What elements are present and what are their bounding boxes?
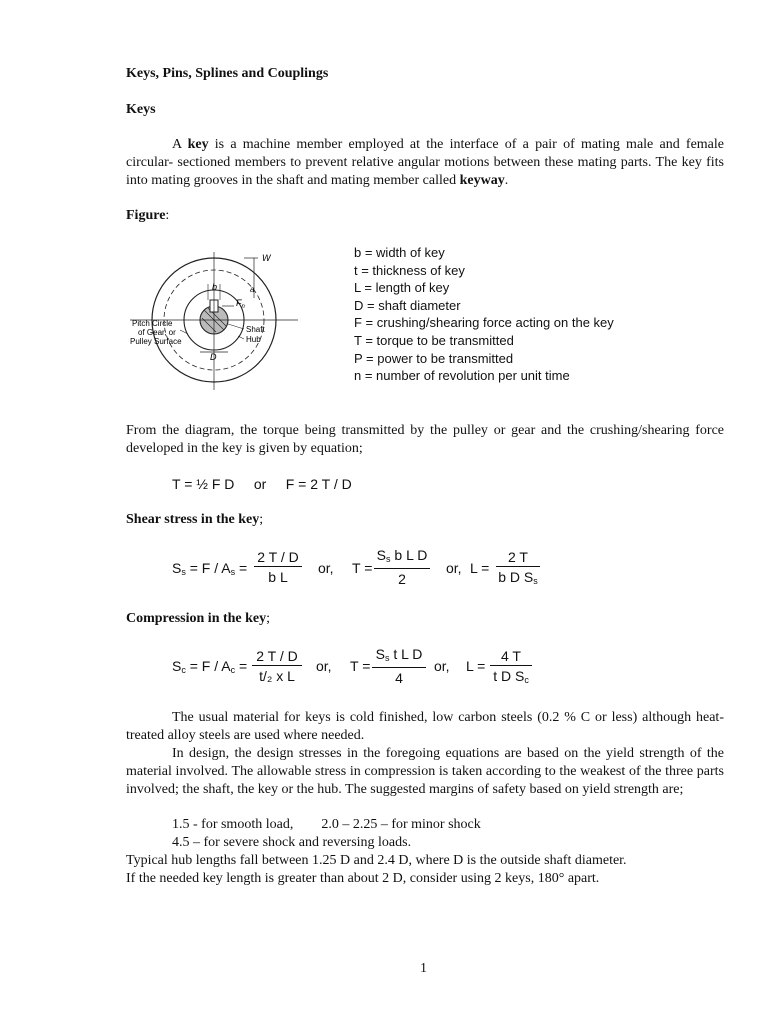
- comp-fraction-2: [372, 645, 426, 688]
- safety-margin-1: 1.5 - for smooth load, 2.0 – 2.25 – for minor shock: [172, 817, 481, 832]
- intro-paragraph: [126, 136, 724, 190]
- intro-keyway-term: keyway: [459, 173, 505, 188]
- intro-text-2: is a machine member employed at the interface of a pair of mating male and female circular- sectioned members to prevent relative angular motions between these mating parts. The key fits into mating grooves in the shaft and mating member called: [126, 137, 724, 188]
- fraction-denominator: b L: [268, 569, 288, 585]
- label-b: b: [212, 282, 218, 292]
- hub-length-line: Typical hub lengths fall between 1.25 D and 2.4 D, where D is the outside shaft diameter.: [126, 853, 627, 868]
- shear-heading-text: Shear stress in the key: [126, 512, 260, 527]
- legend-item: T = torque to be transmitted: [354, 332, 514, 348]
- key-count-line: If the needed key length is greater than about 2 D, consider using 2 keys, 180° apart.: [126, 871, 600, 886]
- shear-or-1: or,: [318, 560, 334, 576]
- intro-key-term: key: [187, 137, 209, 152]
- legend-item: n = number of revolution per unit time: [354, 368, 570, 384]
- comp-or-1: or,: [316, 658, 332, 674]
- shear-fraction-1: [254, 548, 302, 587]
- section-heading-keys: Keys: [126, 102, 156, 117]
- fraction-denominator: 4: [395, 670, 403, 686]
- fraction-denominator: t/₂ x L: [259, 668, 295, 684]
- shear-semicolon: ;: [259, 512, 264, 527]
- shear-eq-lhs: $S_s = F / A_s$ =: [172, 560, 248, 577]
- intro-text-3: .: [504, 173, 509, 188]
- fraction-numerator: 4 T: [490, 647, 532, 666]
- label-a: a: [250, 285, 255, 294]
- legend-item: F = crushing/shearing force acting on the key: [354, 315, 614, 331]
- fraction-denominator: 2: [398, 571, 406, 587]
- comp-fraction-3: [490, 647, 532, 690]
- comp-fraction-1: [252, 647, 302, 686]
- label-fn: $F_n$: [236, 298, 245, 310]
- label-pitch-circle-2: of Gear, or: [138, 328, 176, 337]
- safety-margin-2: 4.5 – for severe shock and reversing loads.: [172, 835, 412, 850]
- document-title: Keys, Pins, Splines and Couplings: [126, 66, 329, 81]
- compression-semicolon: ;: [266, 611, 271, 626]
- design-paragraph: In design, the design stresses in the foregoing equations are based on the yield strength of the material involved. The allowable stress in compression is taken according to the weakest of the three parts involved; the shaft, the key or the hub. The suggested margins of safety based on yield strength are;: [126, 746, 724, 797]
- diagram-paragraph: From the diagram, the torque being transmitted by the pulley or gear and the crushing/shearing force developed in the key is given by equation;: [126, 423, 724, 456]
- label-pitch-circle-1: Pitch Circle: [132, 319, 173, 328]
- figure-heading: [126, 208, 169, 224]
- shear-or-2: or,: [446, 560, 462, 576]
- page-number: 1: [420, 961, 427, 976]
- legend-item: L = length of key: [354, 280, 450, 296]
- figure-colon: :: [165, 208, 170, 223]
- shear-l-eq: L =: [470, 560, 490, 576]
- label-shaft: Shaft: [246, 325, 265, 334]
- comp-t-eq: T =: [350, 658, 371, 674]
- legend-item: P = power to be transmitted: [354, 350, 514, 366]
- shear-heading: [126, 512, 263, 528]
- intro-text-1: A: [172, 137, 188, 152]
- shear-t-eq: T =: [352, 560, 373, 576]
- label-pitch-circle-3: Pulley Surface: [130, 337, 182, 346]
- label-w: W: [262, 253, 271, 263]
- comp-l-eq: L =: [466, 658, 486, 674]
- legend-item: D = shaft diameter: [354, 297, 461, 313]
- legend-item: b = width of key: [354, 245, 445, 260]
- shear-fraction-2: [374, 546, 430, 589]
- compression-heading: [126, 611, 270, 627]
- compression-heading-text: Compression in the key: [126, 611, 267, 626]
- comp-or-2: or,: [434, 658, 450, 674]
- figure-label: Figure: [126, 208, 166, 223]
- comp-eq-lhs: $S_c = F / A_c$ =: [172, 658, 248, 675]
- shaft-leader: [228, 324, 244, 329]
- variable-legend: [354, 244, 614, 385]
- fraction-numerator: 2 T / D: [254, 548, 302, 567]
- fraction-numerator: 2 T / D: [252, 647, 302, 666]
- fraction-denominator: b D $S_s$: [498, 569, 538, 586]
- label-hub: Hub: [246, 335, 261, 344]
- shear-fraction-3: [496, 548, 540, 591]
- fraction-numerator: 2 T: [496, 548, 540, 567]
- material-paragraph: The usual material for keys is cold finished, low carbon steels (0.2 % C or less) although heat-treated alloy steels are used where needed.: [126, 710, 724, 743]
- fraction-numerator: $S_s$ b L D: [374, 546, 430, 569]
- label-d: D: [210, 352, 217, 362]
- key-shaft-diagram: [126, 240, 306, 396]
- fraction-denominator: t D $S_c$: [493, 668, 529, 685]
- fraction-numerator: $S_s$ t L D: [372, 645, 426, 668]
- legend-item: t = thickness of key: [354, 262, 465, 278]
- torque-equation: T = ½ F D or F = 2 T / D: [172, 476, 352, 492]
